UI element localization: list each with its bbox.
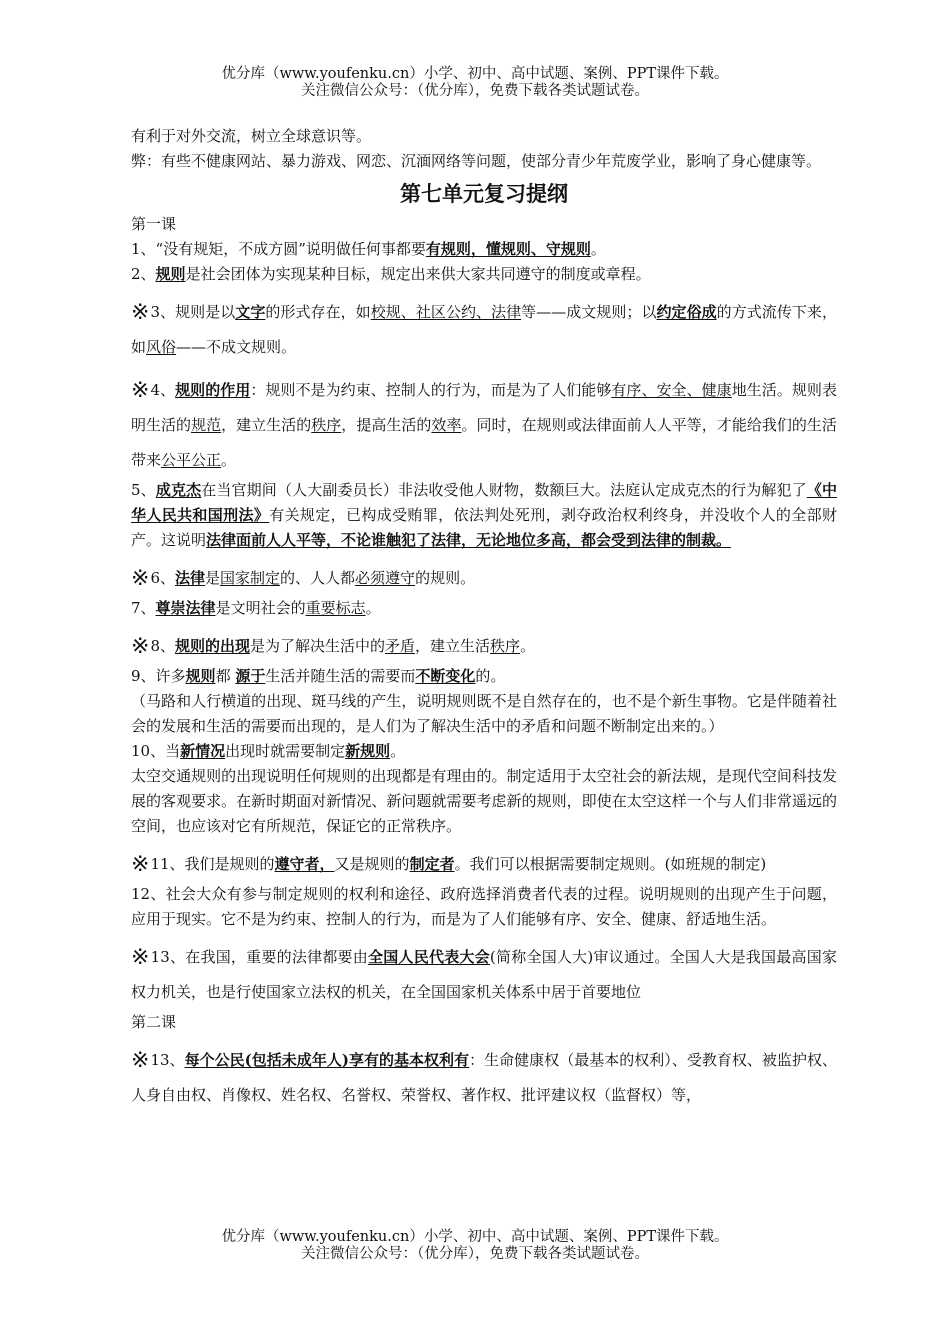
reference-mark-icon: ※ bbox=[131, 634, 150, 659]
item-13-rights: ※13、每个公民(包括未成年人)享有的基本权利有：生命健康权（最基本的权利）、受教育权、被监护权、人身自由权、肖像权、姓名权、名誉权、荣誉权、著作权、批评建议权（监督权）等， bbox=[131, 1048, 837, 1104]
document-body bbox=[131, 124, 837, 1113]
intro-line-2: 弊：有些不健康网站、暴力游戏、网恋、沉湎网络等问题，使部分青少年荒废学业，影响了身心健康等。 bbox=[131, 152, 822, 170]
reference-mark-icon: ※ bbox=[131, 300, 150, 325]
item-2: 2、规则是社会团体为实现某种目标，规定出来供大家共同遵守的制度或章程。 bbox=[131, 265, 651, 283]
item-9-note: （马路和人行横道的出现、斑马线的产生，说明规则既不是自然存在的，也不是个新生事物。它是伴随着社会的发展和生活的需要而出现的，是人们为了解决生活中的矛盾和问题不断制定出来的。） bbox=[131, 692, 837, 735]
item-11: ※11、我们是规则的遵守者，又是规则的制定者。我们可以根据需要制定规则。(如班规的制定) bbox=[131, 852, 767, 877]
item-10: 10、当新情况出现时就需要制定新规则。 bbox=[131, 742, 406, 760]
reference-mark-icon: ※ bbox=[131, 945, 150, 970]
item-1: 1、“没有规矩，不成方圆”说明做任何事都要有规则，懂规则、守规则。 bbox=[131, 240, 606, 258]
footer-line-1: 优分库（www.youfenku.cn）小学、初中、高中试题、案例、PPT课件下载。 bbox=[221, 1229, 729, 1245]
page-title: 第七单元复习提纲 bbox=[400, 181, 568, 206]
item-7: 7、尊崇法律是文明社会的重要标志。 bbox=[131, 599, 381, 617]
header-line-1: 优分库（www.youfenku.cn）小学、初中、高中试题、案例、PPT课件下载。 bbox=[221, 66, 729, 82]
intro-line-1: 有利于对外交流，树立全球意识等。 bbox=[131, 127, 372, 145]
footer-line-2: 关注微信公众号：（优分库），免费下载各类试题试卷。 bbox=[301, 1246, 649, 1262]
item-13-legislation: ※13、在我国，重要的法律都要由全国人民代表大会(简称全国人大)审议通过。全国人大是我国最高国家权力机关，也是行使国家立法权的机关，在全国国家机关体系中居于首要地位 bbox=[131, 945, 837, 1001]
lesson-heading-1: 第一课 bbox=[131, 215, 177, 233]
item-9: 9、许多规则都 源于生活并随生活的需要而不断变化的。 bbox=[131, 667, 506, 685]
item-4: ※4、规则的作用：规则不是为约束、控制人的行为，而是为了人们能够有序、安全、健康地生活。规则表明生活的规范，建立生活的秩序，提高生活的效率。同时，在规则或法律面前人人平等，才能给我们的生活带来公平公正。 bbox=[131, 378, 837, 469]
reference-mark-icon: ※ bbox=[131, 852, 150, 877]
item-8: ※8、规则的出现是为了解决生活中的矛盾，建立生活秩序。 bbox=[131, 634, 536, 659]
lesson-heading-2: 第二课 bbox=[131, 1013, 177, 1031]
reference-mark-icon: ※ bbox=[131, 1048, 150, 1073]
reference-mark-icon: ※ bbox=[131, 566, 150, 591]
page-header bbox=[0, 66, 950, 100]
header-line-2: 关注微信公众号：（优分库），免费下载各类试题试卷。 bbox=[301, 83, 649, 99]
reference-mark-icon: ※ bbox=[131, 378, 150, 403]
page-footer bbox=[0, 1229, 950, 1263]
item-10-note: 太空交通规则的出现说明任何规则的出现都是有理由的。制定适用于太空社会的新法规，是现代空间科技发展的客观要求。在新时期面对新情况、新问题就需要考虑新的规则，即使在太空这样一个与人们非常遥远的空间，也应该对它有所规范，保证它的正常秩序。 bbox=[131, 767, 837, 835]
item-6: ※6、法律是国家制定的、人人都必须遵守的规则。 bbox=[131, 566, 476, 591]
item-5: 5、成克杰在当官期间（人大副委员长）非法收受他人财物，数额巨大。法庭认定成克杰的行为解犯了《中华人民共和国刑法》有关规定，已构成受贿罪，依法判处死刑，剥夺政治权利终身，并没收个人的全部财产。这说明法律面前人人平等，不论谁触犯了法律，无论地位多高，都会受到法律的制裁。 bbox=[131, 481, 837, 549]
item-3: ※3、规则是以文字的形式存在，如校规、社区公约、法律等——成文规则；以约定俗成的方式流传下来，如风俗——不成文规则。 bbox=[131, 300, 837, 356]
item-12: 12、社会大众有参与制定规则的权利和途径、政府选择消费者代表的过程。说明规则的出现产生于问题，应用于现实。它不是为约束、控制人的行为，而是为了人们能够有序、安全、健康、舒适地生活。 bbox=[131, 885, 837, 928]
